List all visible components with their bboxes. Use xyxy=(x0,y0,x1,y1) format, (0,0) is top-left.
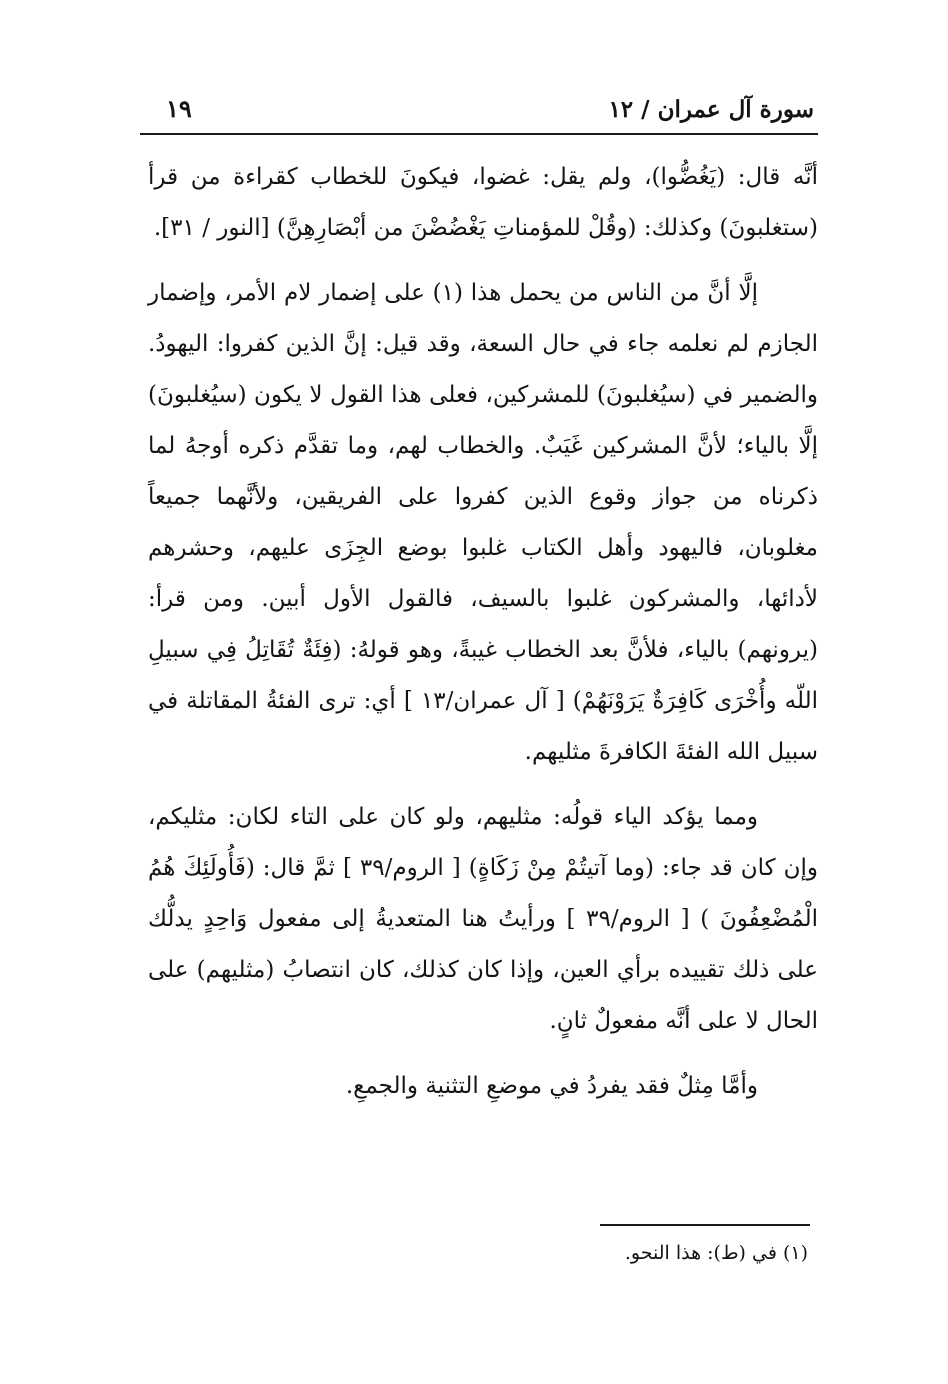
paragraph-4: وأمَّا مِثلٌ فقد يفردُ في موضعِ التثنية والجمعِ. xyxy=(345,1073,758,1099)
header-rule xyxy=(140,133,818,135)
body-text xyxy=(148,152,818,1112)
running-header xyxy=(140,92,818,132)
paragraph-1: أنَّه قال: (يَغُضُّوا)، ولم يقل: غضوا، فيكونَ للخطاب كقراءة من قرأ (ستغلبونَ) وكذلك: (وقُلْ للمؤمناتِ يَغْضُضْنَ من أبْصَارِهِنَّ) [النور / ٣١]. xyxy=(148,164,818,241)
footnote-rule xyxy=(600,1224,810,1226)
paragraph-3: ومما يؤكد الياء قولُه: مثليهم، ولو كان على التاء لكان: مثليكم، وإن كان قد جاء: (وما آتيتُمْ مِنْ زَكَاةٍ) [ الروم/٣٩ ] ثمَّ قال: (فَأُولَئِكَ هُمُ الْمُضْعِفُونَ ) [ الروم/٣٩ ] ورأيتُ هنا المتعديةُ إلى مفعول وَاحِدٍ يدلُّك على ذلك تقييده برأي العين، وإذا كان كذلك، كان انتصابُ (مثليهم) على الحال لا على أنَّه مفعولٌ ثانٍ. xyxy=(148,804,818,1034)
paragraph-2: إلَّا أنَّ من الناس من يحمل هذا (١) على إضمار لام الأمر، وإضمار الجازم لم نعلمه جاء في حال السعة، وقد قيل: إنَّ الذين كفروا: اليهودُ. والضمير في (سيُغلبونَ) للمشركين، فعلى هذا القول لا يكون (سيُغلبونَ) إلَّا بالياء؛ لأنَّ المشركين غَيَبٌ. والخطاب لهم، وما تقدَّم ذكره أوجهُ لما ذكرناه من جواز وقوع الذين كفروا على الفريقين، ولأنَّهما جميعاً مغلوبان، فاليهود وأهل الكتاب غلبوا بوضع الجِزَى عليهم، وحشرهم لأدائها، والمشركون غلبوا بالسيف، فالقول الأول أبين. ومن قرأ: (يرونهم) بالياء، فلأنَّ بعد الخطاب غيبةً، وهو قولهُ: (فِئَةٌ تُقَاتِلُ فِي سبيلِ اللّه وأُخْرَى كَافِرَةٌ يَرَوْنَهُمْ) [ آل عمران/١٣ ] أي: ترى الفئةُ المقاتلة في سبيل الله الفئةَ الكافرةَ مثليهم. xyxy=(148,280,818,765)
running-title: سورة آل عمران / ١٢ xyxy=(608,96,814,123)
page-number: ١٩ xyxy=(166,94,192,123)
footnote: (١) في (ط): هذا النحو. xyxy=(624,1242,808,1264)
